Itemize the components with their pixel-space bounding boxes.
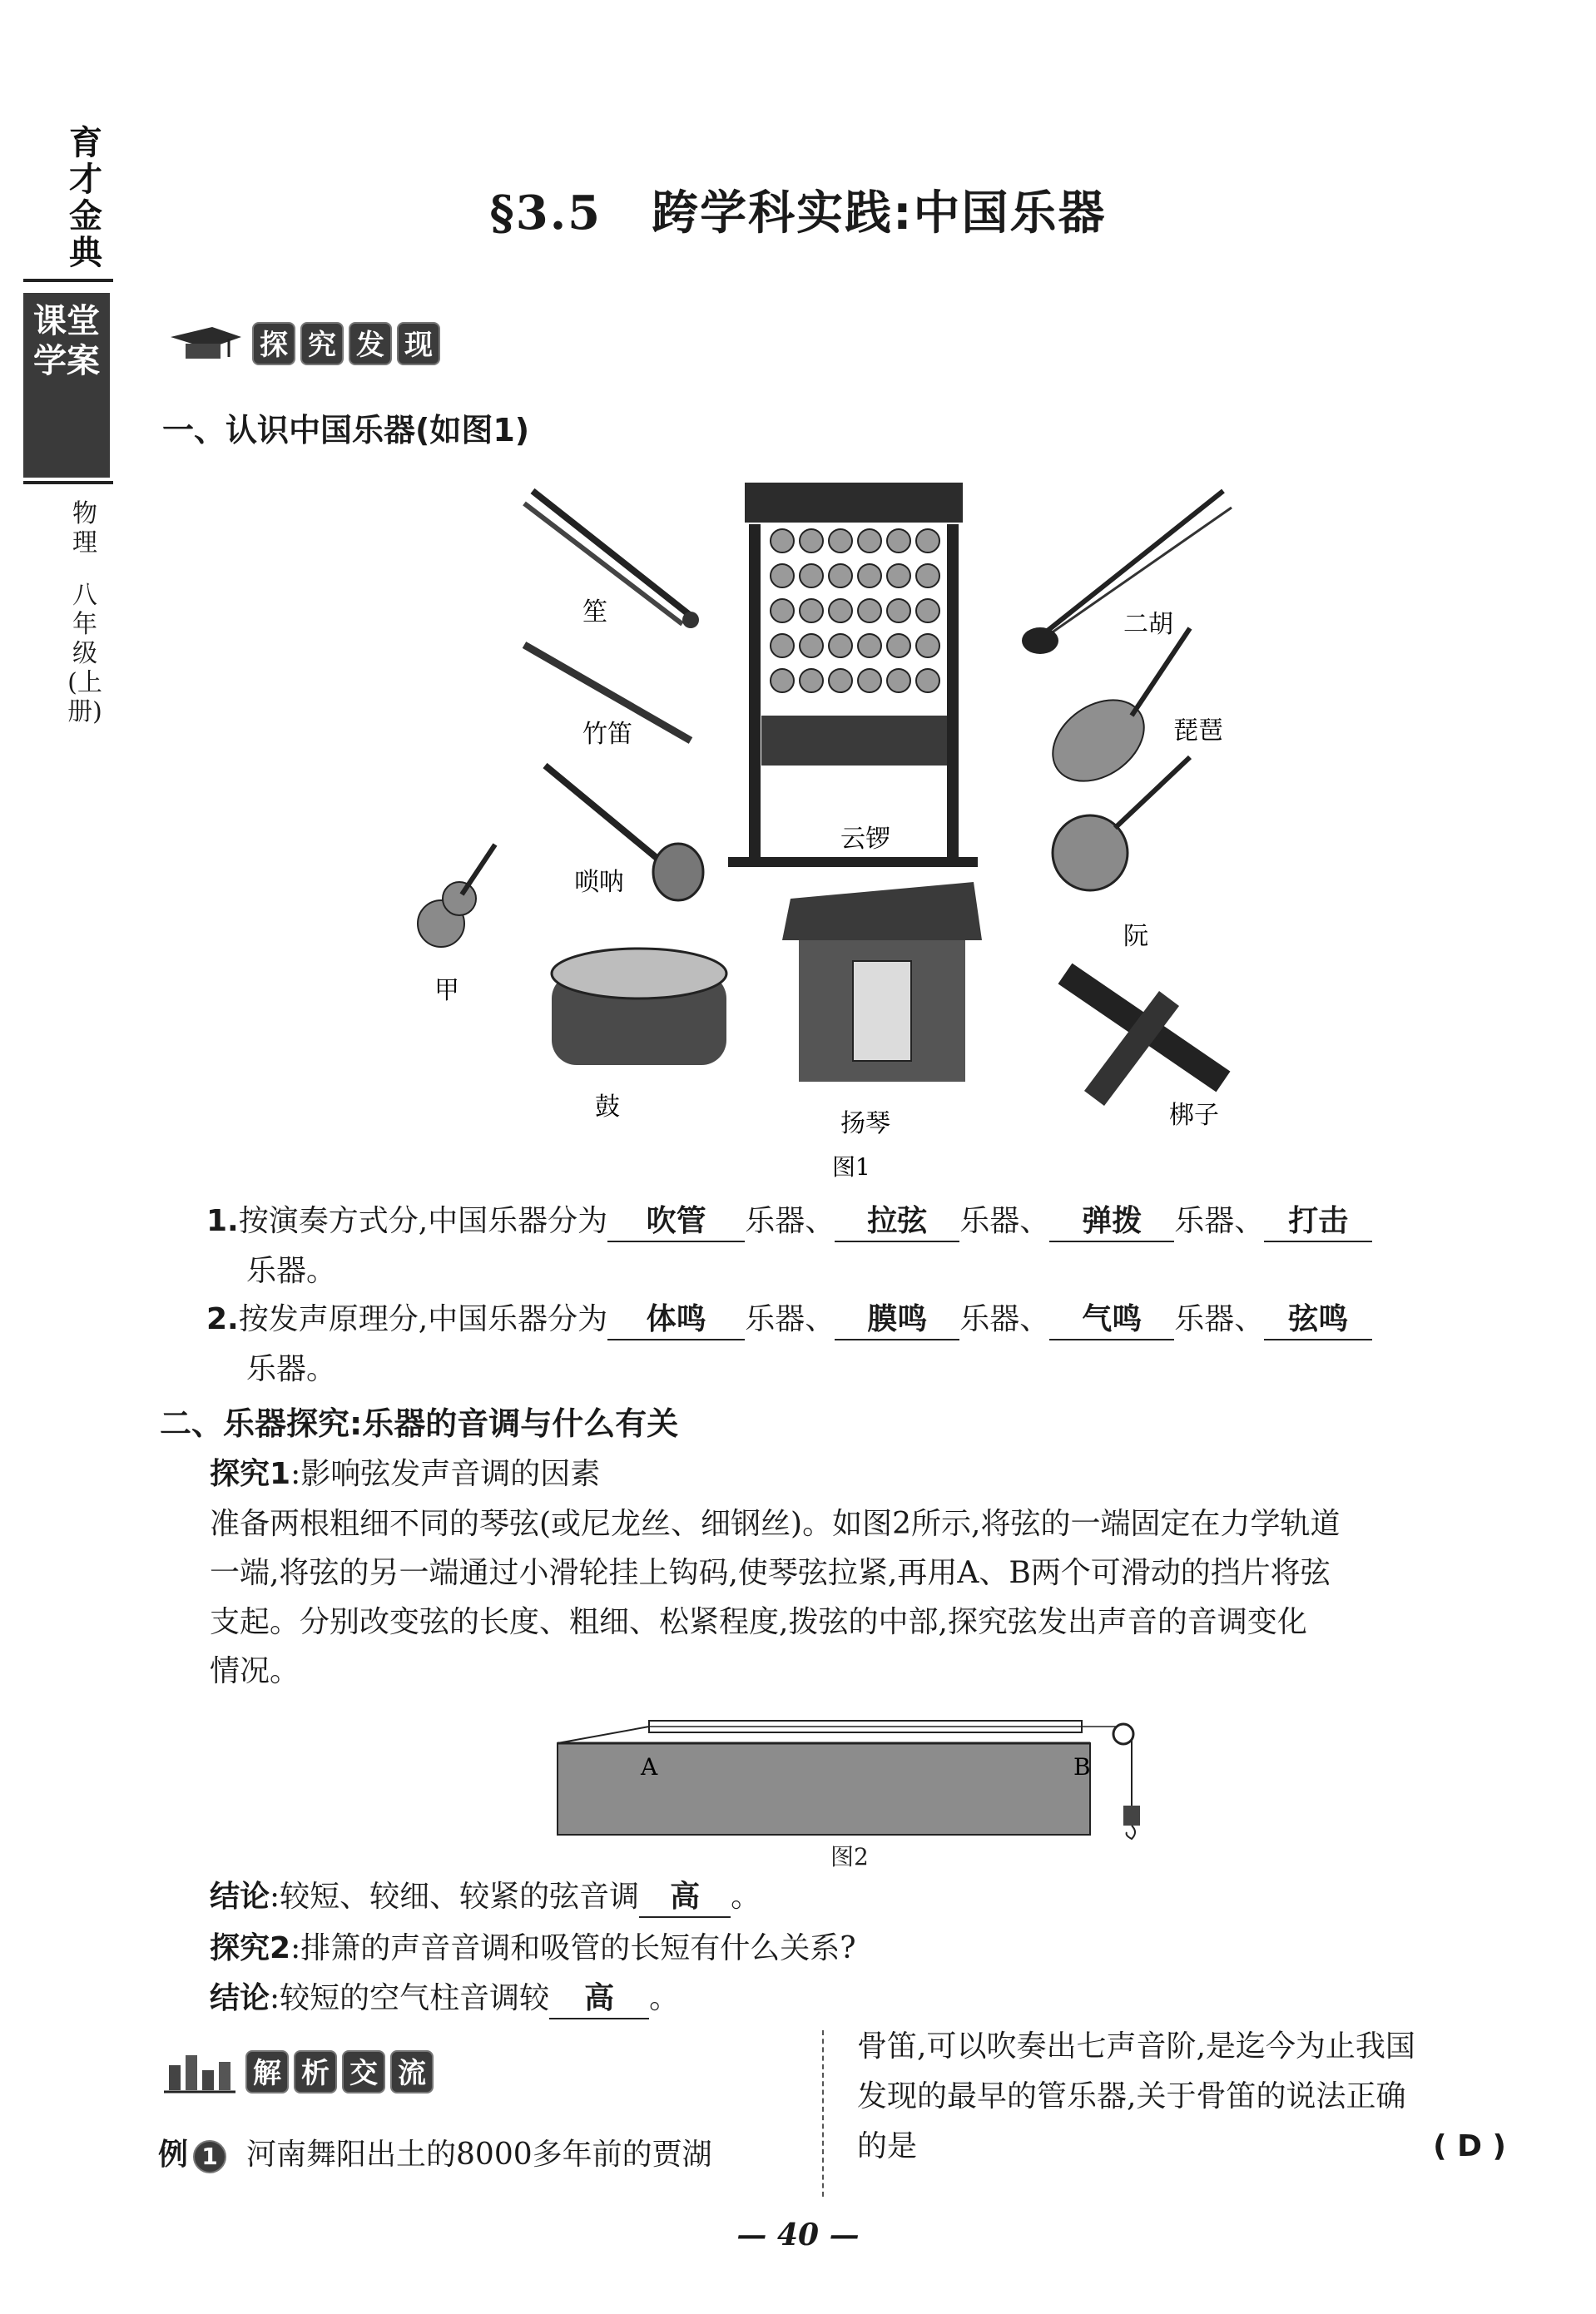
- gong: [800, 564, 823, 587]
- label-A: A: [641, 1753, 658, 1781]
- explore-badge: 探 究 发 现: [162, 320, 445, 367]
- bar-chart-icon: [162, 2047, 237, 2097]
- analysis-badge: 解 析 交 流: [162, 2047, 439, 2097]
- gong: [887, 634, 910, 657]
- answer-blank: 高: [549, 1980, 649, 2019]
- answer-blank: 气鸣: [1049, 1301, 1174, 1340]
- gong: [887, 669, 910, 692]
- gong: [771, 564, 794, 587]
- gong: [858, 634, 881, 657]
- pipa-illustration: [1038, 628, 1190, 798]
- page-number: — 40 —: [736, 2217, 860, 2252]
- page-title: [0, 176, 1596, 243]
- label-B: B: [1073, 1753, 1091, 1781]
- section1-heading: 一、认识中国乐器(如图1): [162, 412, 530, 448]
- gong: [829, 669, 852, 692]
- gong: [858, 529, 881, 552]
- label-dizi: 竹笛: [582, 720, 632, 749]
- hook-weight: [1123, 1806, 1140, 1826]
- question-2: 2.按发声原理分,中国乐器分为 体鸣 乐器、 膜鸣 乐器、 气鸣 乐器、 弦鸣 乐器。: [206, 1295, 1504, 1395]
- label-pipa: 琵琶: [1173, 716, 1223, 746]
- label-suona: 唢呐: [574, 868, 624, 897]
- side-subject: [67, 499, 103, 726]
- side-divider: [23, 279, 113, 282]
- section2-heading: 二、乐器探究:乐器的音调与什么有关: [160, 1405, 679, 1442]
- label-yangqin: 扬琴: [840, 1109, 890, 1138]
- explore-1: 探究1:影响弦发声音调的因素: [210, 1457, 601, 1491]
- label-yunluo: 云锣: [840, 825, 890, 854]
- explore-1-paragraph: 准备两根粗细不同的琴弦(或尼龙丝、细钢丝)。如图2所示,将弦的一端固定在力学轨道 一端,将弦的另一端通过小滑轮挂上钩码,使琴弦拉紧,再用A、B两个可滑动的挡片将弦 支起。分别改变弦的长度、粗细、松紧程度,拨弦的中部,探究弦发出声音的音调变化 情况。: [210, 1507, 1341, 1688]
- gong: [829, 599, 852, 622]
- gong: [829, 529, 852, 552]
- guitar-illustration: [418, 845, 495, 947]
- column-divider: [822, 2030, 825, 2197]
- yunluo-illustration: [728, 483, 978, 867]
- gong: [887, 599, 910, 622]
- subject-label: 物理: [72, 499, 97, 557]
- track: [558, 1743, 1090, 1835]
- sheng-illustration: [524, 491, 699, 628]
- gong: [916, 634, 939, 657]
- figure-1-caption: 图1: [832, 1153, 870, 1181]
- question-1: 1.按演奏方式分,中国乐器分为 吹管 乐器、 拉弦 乐器、 弹拨 乐器、 打击 乐器。: [206, 1197, 1504, 1296]
- gong: [887, 529, 910, 552]
- drum-illustration: [552, 949, 726, 1065]
- answer-blank: 拉弦: [835, 1202, 959, 1242]
- label-erhu: 二胡: [1123, 610, 1173, 639]
- gong: [771, 599, 794, 622]
- grade-label: 八年级(上册): [67, 581, 102, 726]
- gong: [858, 599, 881, 622]
- gong: [829, 564, 852, 587]
- gong: [858, 669, 881, 692]
- gong: [800, 669, 823, 692]
- suona-illustration: [545, 766, 703, 900]
- gong: [800, 634, 823, 657]
- gong: [916, 564, 939, 587]
- label-ruan: 阮: [1123, 922, 1148, 951]
- side-divider: [23, 481, 113, 484]
- gong: [858, 564, 881, 587]
- label-gu: 鼓: [595, 1093, 620, 1122]
- gong: [771, 634, 794, 657]
- gong: [800, 529, 823, 552]
- example-answer: ( D ): [1433, 2129, 1506, 2163]
- gong: [916, 529, 939, 552]
- answer-blank: 打击: [1264, 1202, 1372, 1242]
- conclusion-2: 结论:较短的空气柱音调较 高 。: [210, 1974, 679, 2024]
- pulley: [1113, 1724, 1133, 1744]
- bangzi-illustration: [1065, 974, 1223, 1098]
- gong: [916, 669, 939, 692]
- label-sheng: 笙: [582, 597, 607, 627]
- answer-blank: 弦鸣: [1264, 1301, 1372, 1340]
- gong: [771, 669, 794, 692]
- answer-blank: 高: [639, 1878, 731, 1918]
- gong: [771, 529, 794, 552]
- example-1-right: 骨笛,可以吹奏出七声音阶,是迄今为止我国 发现的最早的管乐器,关于骨笛的说法正确 的是 ( D ): [857, 2022, 1506, 2172]
- answer-blank: 弹拨: [1049, 1202, 1174, 1242]
- gong: [829, 634, 852, 657]
- yangqin-illustration: [782, 882, 982, 1082]
- answer-blank: 体鸣: [607, 1301, 745, 1340]
- side-tab: 课堂学案: [23, 293, 110, 478]
- grad-cap-icon: [162, 320, 245, 367]
- figure-1-instruments: [391, 474, 1306, 1181]
- gong: [800, 599, 823, 622]
- answer-blank: 膜鸣: [835, 1301, 959, 1340]
- label-bangzi: 梆子: [1169, 1101, 1219, 1130]
- gong: [916, 599, 939, 622]
- explore-2: 探究2:排箫的声音音调和吸管的长短有什么关系?: [210, 1931, 856, 1965]
- label-jia: 甲: [434, 976, 459, 1005]
- conclusion-1: 结论:较短、较细、较紧的弦音调 高 。: [210, 1872, 761, 1922]
- example-1-left: 例 1 河南舞阳出土的8000多年前的贾湖: [158, 2138, 712, 2172]
- figure-2-caption: 图2: [830, 1843, 869, 1871]
- side-brand: 育才金典: [69, 124, 102, 272]
- section-title: 跨学科实践:中国乐器: [652, 186, 1107, 240]
- section-number: §3.5: [489, 186, 602, 240]
- example-label: 例: [158, 2138, 189, 2172]
- gong: [887, 564, 910, 587]
- answer-blank: 吹管: [607, 1202, 745, 1242]
